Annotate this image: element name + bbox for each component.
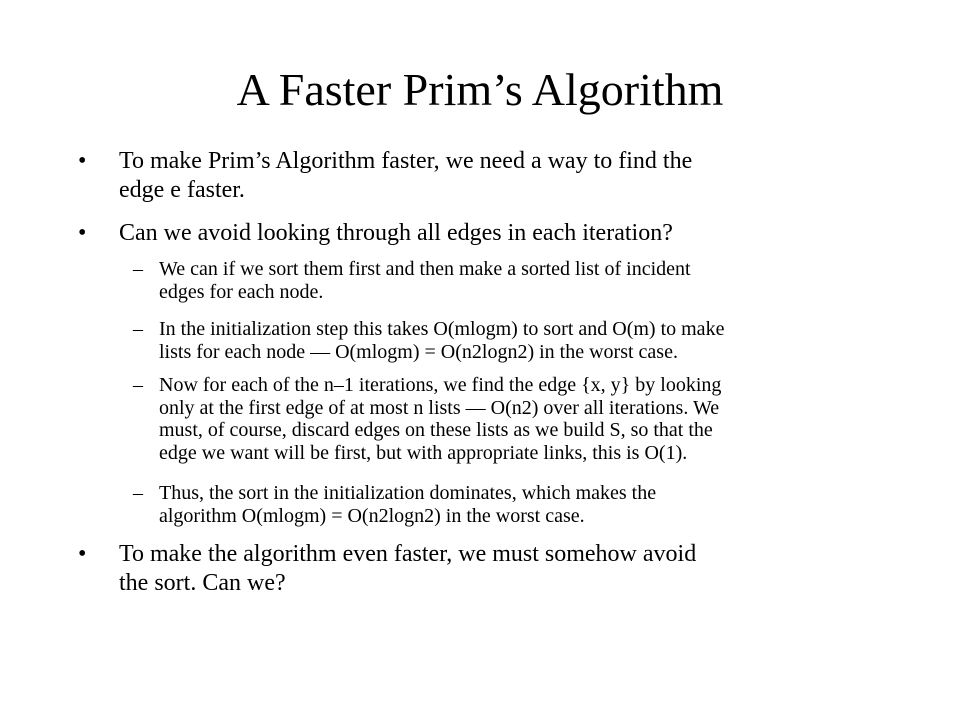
subbullet-line: lists for each node — O(mlogm) = O(n2logn2) in the worst case. — [159, 340, 678, 363]
subbullet-line: Now for each of the n–1 iterations, we find the edge {x, y} by looking — [159, 374, 722, 396]
subbullet-marker: – — [133, 482, 143, 504]
subbullet-marker: – — [133, 318, 143, 340]
bullet-text — [119, 219, 899, 248]
bullet-line: To make the algorithm even faster, we must somehow avoid — [119, 541, 697, 567]
subbullet-line: Thus, the sort in the initialization dominates, which makes the — [159, 482, 657, 504]
slide-title: A Faster Prim’s Algorithm — [236, 64, 724, 115]
bullet-line: the sort. Can we? — [119, 570, 286, 596]
subbullet-line: We can if we sort them first and then make a sorted list of incident — [159, 258, 691, 280]
subbullet-marker: – — [133, 258, 143, 280]
bullet-line: Can we avoid looking through all edges in each iteration? — [119, 220, 673, 246]
bullet-marker: • — [78, 541, 87, 567]
bullet-line: To make Prim’s Algorithm faster, we need a way to find the — [119, 148, 693, 174]
subbullet-marker: – — [133, 374, 143, 396]
subbullet-line: only at the first edge of at most n lists — O(n2) over all iterations. We — [159, 396, 720, 419]
subbullet-text — [159, 258, 879, 303]
bullet-text — [119, 540, 899, 598]
bullet-line: edge e faster. — [119, 177, 245, 203]
subbullet-line: must, of course, discard edges on these lists as we build S, so that the — [159, 419, 713, 441]
subbullet-text — [159, 374, 879, 464]
subbullet-line: In the initialization step this takes O(mlogm) to sort and O(m) to make — [159, 318, 725, 340]
subbullet-text — [159, 318, 879, 363]
subbullet-line: algorithm O(mlogm) = O(n2logn2) in the worst case. — [159, 504, 585, 527]
bullet-marker: • — [78, 148, 87, 174]
subbullet-text — [159, 482, 879, 527]
subbullet-line: edge we want will be first, but with appropriate links, this is O(1). — [159, 441, 688, 464]
subbullet-line: edges for each node. — [159, 280, 324, 303]
bullet-text — [119, 147, 899, 205]
bullet-marker: • — [78, 220, 87, 246]
